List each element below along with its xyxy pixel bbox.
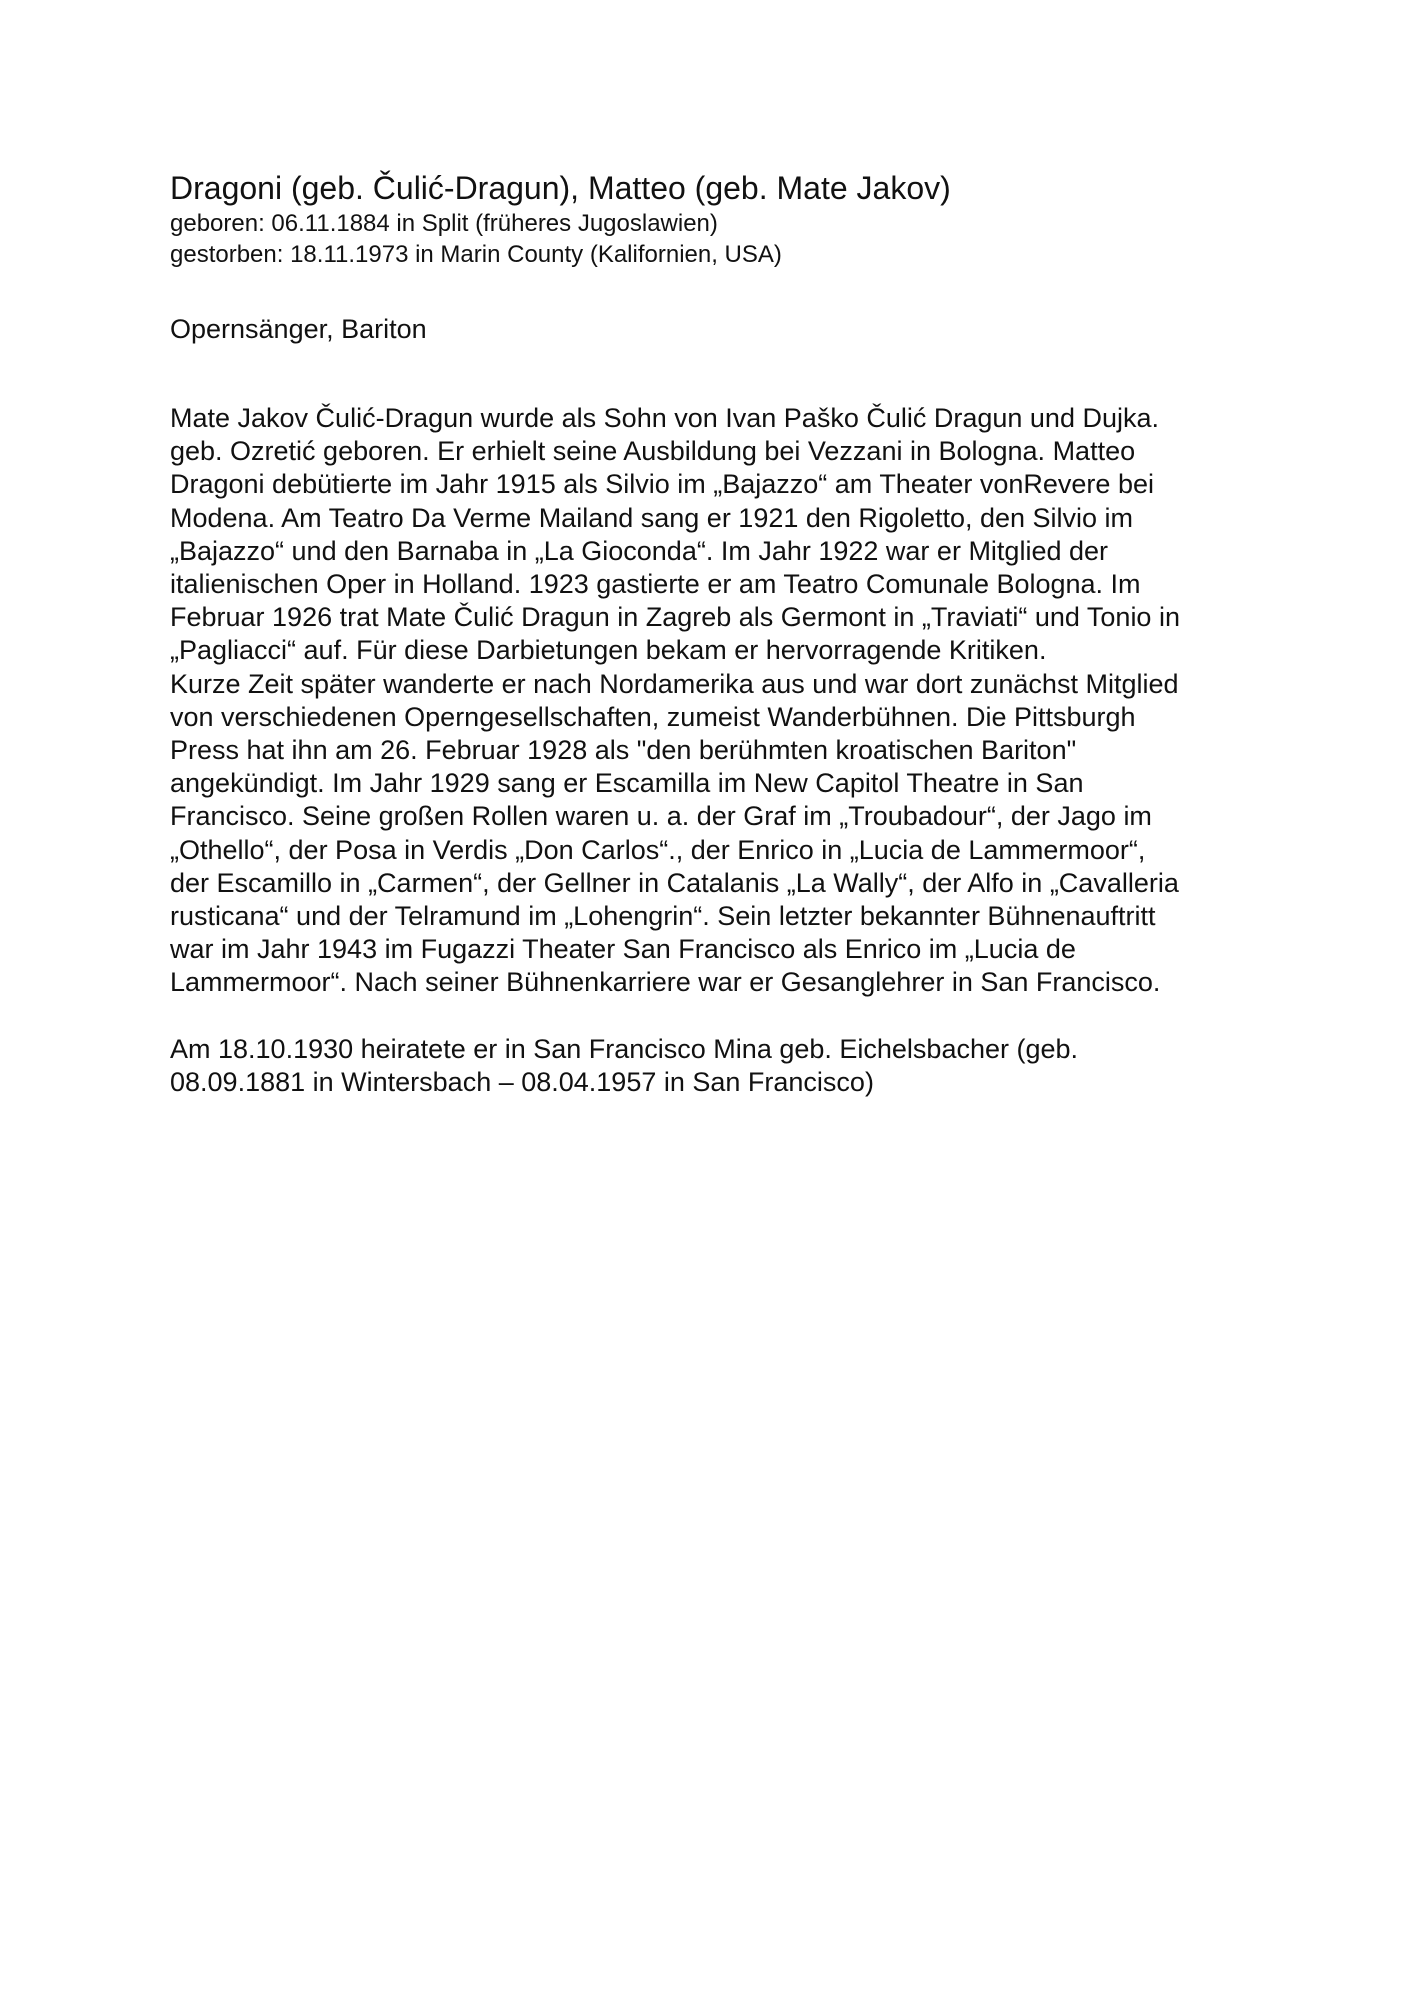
marriage-line: 08.09.1881 in Wintersbach – 08.04.1957 in San Francisco) xyxy=(170,1066,874,1097)
document-title: Dragoni (geb. Čulić-Dragun), Matteo (geb. Mate Jakov) xyxy=(170,170,951,206)
biography-line: von verschiedenen Operngesellschaften, zumeist Wanderbühnen. Die Pittsburgh xyxy=(170,701,1136,732)
biography-line: angekündigt. Im Jahr 1929 sang er Escamilla im New Capitol Theatre in San xyxy=(170,768,1084,799)
biography-line: Dragoni debütierte im Jahr 1915 als Silvio im „Bajazzo“ am Theater vonRevere bei xyxy=(170,469,1154,500)
biography-line: Francisco. Seine großen Rollen waren u. a. der Graf im „Troubadour“, der Jago im xyxy=(170,801,1152,832)
document-page xyxy=(170,168,1270,1099)
biography-line: Kurze Zeit später wanderte er nach Nordamerika aus und war dort zunächst Mitglied xyxy=(170,668,1179,699)
biography-line: Modena. Am Teatro Da Verme Mailand sang er 1921 den Rigoletto, den Silvio im xyxy=(170,502,1134,533)
marriage-paragraph xyxy=(170,1033,1270,1099)
biography-line: „Othello“, der Posa in Verdis „Don Carlos“., der Enrico in „Lucia de Lammermoor“, xyxy=(170,834,1146,865)
biography-line: geb. Ozretić geboren. Er erhielt seine Ausbildung bei Vezzani in Bologna. Matteo xyxy=(170,436,1136,467)
biography-line: Februar 1926 trat Mate Čulić Dragun in Zagreb als Germont in „Traviati“ und Tonio in xyxy=(170,602,1180,633)
biography-line: italienischen Oper in Holland. 1923 gastierte er am Teatro Comunale Bologna. Im xyxy=(170,569,1141,600)
birth-info: geboren: 06.11.1884 in Split (früheres Jugoslawien) xyxy=(170,210,718,237)
profession: Opernsänger, Bariton xyxy=(170,314,427,344)
biography-line: „Bajazzo“ und den Barnaba in „La Gioconda“. Im Jahr 1922 war er Mitglied der xyxy=(170,535,1108,566)
biography-line: rusticana“ und der Telramund im „Lohengrin“. Sein letzter bekannter Bühnenauftritt xyxy=(170,901,1156,932)
marriage-line: Am 18.10.1930 heiratete er in San Francisco Mina geb. Eichelsbacher (geb. xyxy=(170,1033,1079,1064)
biography-line: war im Jahr 1943 im Fugazzi Theater San Francisco als Enrico im „Lucia de xyxy=(170,934,1076,965)
biography-line: „Pagliacci“ auf. Für diese Darbietungen bekam er hervorragende Kritiken. xyxy=(170,635,1047,666)
biography-line: Lammermoor“. Nach seiner Bühnenkarriere war er Gesanglehrer in San Francisco. xyxy=(170,967,1161,998)
biography-line: der Escamillo in „Carmen“, der Gellner in Catalanis „La Wally“, der Alfo in „Cavalleria xyxy=(170,867,1179,898)
biography-line: Mate Jakov Čulić-Dragun wurde als Sohn von Ivan Paško Čulić Dragun und Dujka. xyxy=(170,403,1159,433)
death-info: gestorben: 18.11.1973 in Marin County (Kalifornien, USA) xyxy=(170,241,782,268)
biography-paragraph xyxy=(170,402,1270,1000)
biography-line: Press hat ihn am 26. Februar 1928 als "den berühmten kroatischen Bariton" xyxy=(170,735,1077,766)
